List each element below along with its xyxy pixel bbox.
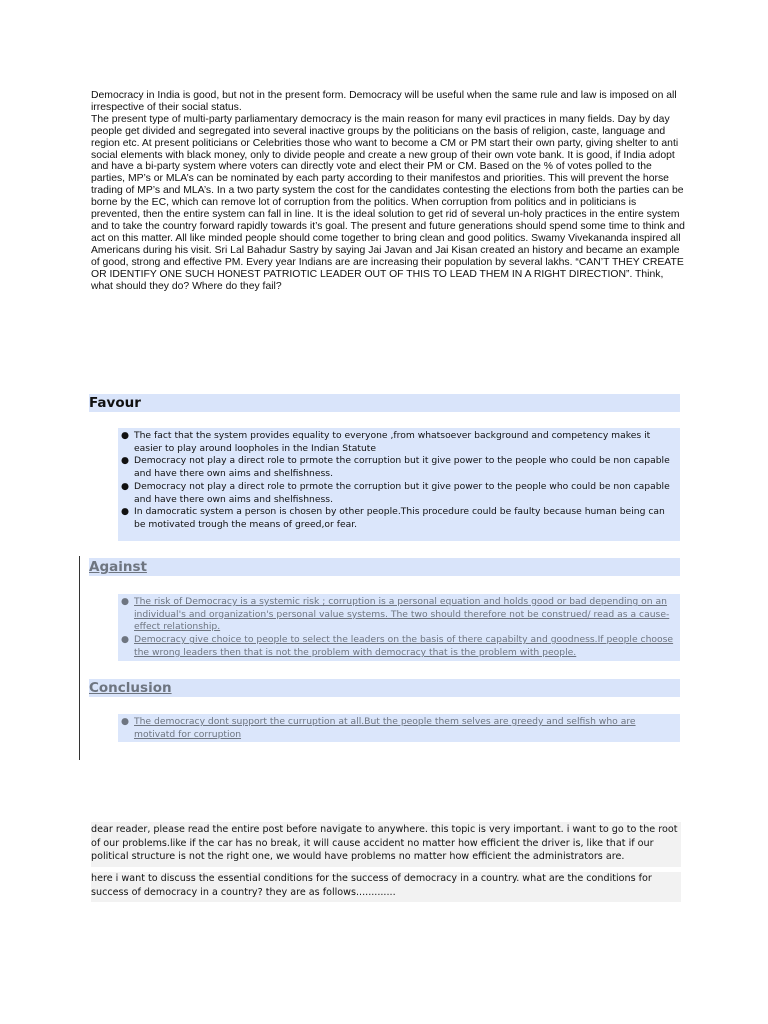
conclusion-heading: Conclusion xyxy=(89,680,172,696)
intro-text xyxy=(91,90,685,292)
footer-paragraph-2-block xyxy=(91,872,681,902)
favour-item: ● The fact that the system provides equality to everyone ,from whatsoever background and competency makes it easier to play around loopholes in the Indian Statute xyxy=(121,430,651,454)
footer-paragraph-1: dear reader, please read the entire post before navigate to anywhere. this topic is very important. i want to go to the root of our problems.like if the car has no break, it will cause accident no matter how efficient the driver is, like that if our political structure is not the right one, we would have problems no matter how efficient the administrators are. xyxy=(91,824,678,863)
conclusion-item: ● The democracy dont support the curruption at all.But the people them selves are greedy and selfish who are motivatd for corruption xyxy=(121,716,636,740)
vertical-rule xyxy=(79,556,80,760)
intro-paragraph-1: Democracy in India is good, but not in the present form. Democracy will be useful when the same rule and law is imposed on all irrespective of their social status. xyxy=(91,90,677,113)
bullet-icon: ● xyxy=(121,430,130,441)
intro-paragraph-2: The present type of multi-party parliamentary democracy is the main reason for many evil practices in many fields. Day by day people get divided and segregated into several inactive groups by the politicians on the basis of religion, caste, language and region etc. At present politicians or Celebrities those who want to become a CM or PM start their own party, giving shelter to anti social elements with black money, only to divide people and create a new group of their own vote bank. It is good, if India adopt and have a bi-party system where voters can directly vote and elect their PM or CM. Based on the % of votes polled to the parties, MP’s or MLA’s can be nominated by each party according to their manifestos and priorities. This will prevent the horse trading of MP’s and MLA’s. In a two party system the cost for the candidates contesting the elections from both the parties can be borne by the EC, which can remove lot of corruption from the politics. When corruption from politics and in politicians is prevented, then the entire system can fall in line. It is the ideal solution to get rid of several un-holy practices in the entire system and to take the country forward rapidly towards it’s goal. The present and future generations should spend some time to think and act on this matter. All like minded people should come together to bring clean and good politics. Swamy Vivekananda inspired all Americans during his visit. Sri Lal Bahadur Sastry by saying Jai Javan and Jai Kisan created an history and became an example of good, strong and effective PM. Every year Indians are are increasing their population by several lakhs. “CAN’T THEY CREATE OR IDENTIFY ONE SUCH HONEST PATRIOTIC LEADER OUT OF THIS TO LEAD THEM IN A RIGHT DIRECTION”. Think, what should they do? Where do they fail? xyxy=(91,113,685,292)
bullet-icon: ● xyxy=(121,506,130,518)
against-heading: Against xyxy=(89,559,147,575)
bullet-icon: ● xyxy=(121,455,130,467)
favour-item: ● In damocratic system a person is chosen by other people.This procedure could be faulty because human being can be motivated trough the means of greed,or fear. xyxy=(121,506,665,530)
against-item: ● Democracy give choice to people to select the leaders on the basis of there capabilty and goodness.If people choose the wrong leaders then that is not the problem with democracy that is the problem with people. xyxy=(121,634,674,658)
against-item: ● The risk of Democracy is a systemic risk ; corruption is a personal equation and holds good or bad depending on an individual's and organization's personal value systems. The two should therefore not be construed/ read as a cause- effect relationship. xyxy=(121,596,670,633)
conclusion-list xyxy=(118,714,680,742)
favour-item: ● Democracy not play a direct role to prmote the corruption but it give power to the people who could be non capable and have there own aims and shelfishness. xyxy=(121,455,670,480)
bullet-icon: ● xyxy=(121,596,130,607)
favour-heading-band xyxy=(89,394,680,412)
favour-heading: Favour xyxy=(89,395,141,411)
against-list xyxy=(118,594,680,661)
against-heading-band xyxy=(89,558,680,576)
bullet-icon: ● xyxy=(121,634,130,646)
conclusion-heading-band xyxy=(89,679,680,697)
footer-paragraph-1-block xyxy=(91,822,681,867)
favour-item: ● Democracy not play a direct role to prmote the corruption but it give power to the people who could be non capable and have there own aims and shelfishness. xyxy=(121,480,670,505)
bullet-icon: ● xyxy=(121,716,130,727)
footer-paragraph-2: here i want to discuss the essential conditions for the success of democracy in a country. what are the conditions for success of democracy in a country? they are as follows............. xyxy=(91,873,652,898)
bullet-icon: ● xyxy=(121,480,130,492)
favour-list xyxy=(118,428,680,541)
